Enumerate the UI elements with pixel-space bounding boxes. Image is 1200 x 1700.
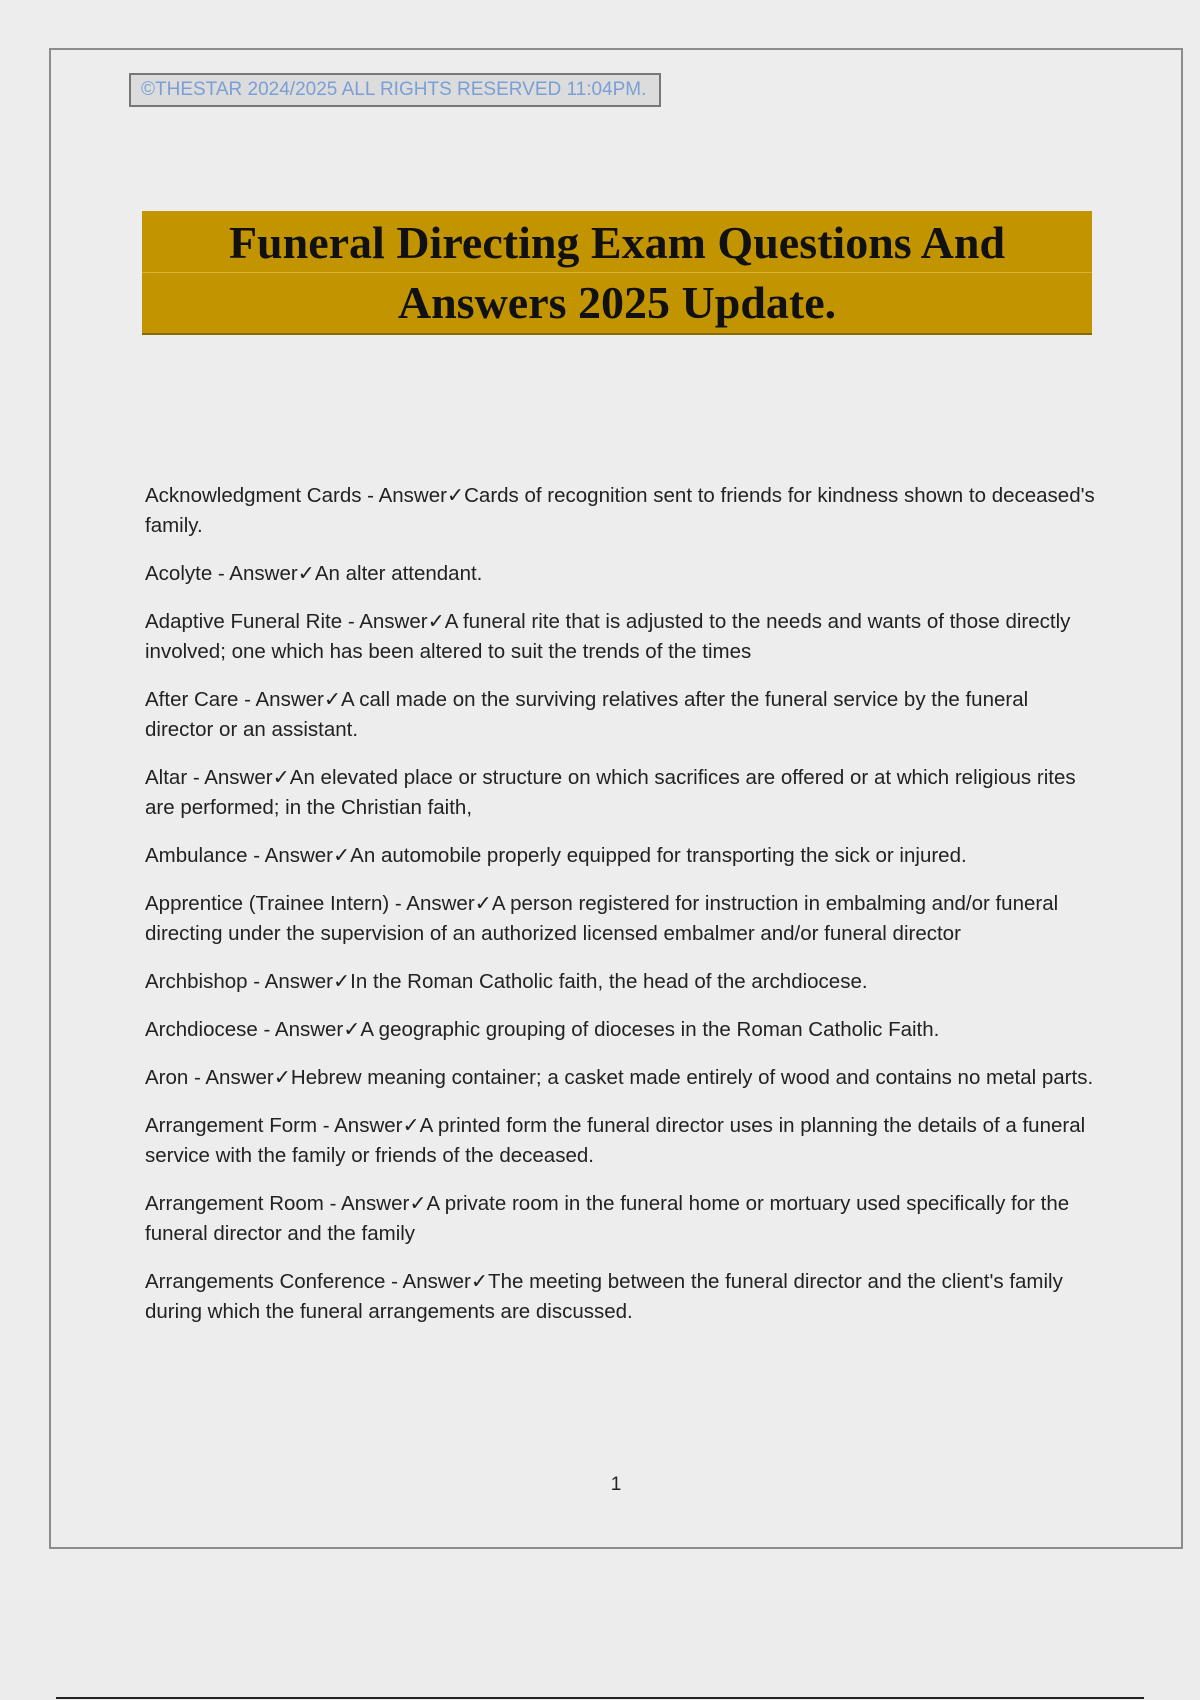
glossary-entry: After Care - Answer✓A call made on the surviving relatives after the funeral service by the funeral director or an assistant.: [145, 688, 1029, 741]
page-title-line-1: Funeral Directing Exam Questions And: [228, 217, 1006, 268]
copyright-notice: ©THESTAR 2024/2025 ALL RIGHTS RESERVED 11:04PM.: [129, 73, 661, 107]
page-number: 1: [610, 1474, 622, 1495]
title-divider: [142, 272, 1092, 273]
glossary-entry: Acolyte - Answer✓An alter attendant.: [145, 562, 483, 585]
glossary-entry: Arrangements Conference - Answer✓The meeting between the funeral director and the client's family during which the funeral arrangements are discussed.: [145, 1270, 1063, 1323]
glossary-list: [145, 481, 1095, 1345]
glossary-entry: Archdiocese - Answer✓A geographic grouping of dioceses in the Roman Catholic Faith.: [145, 1018, 940, 1041]
bottom-divider: [56, 1697, 1144, 1699]
glossary-entry: Adaptive Funeral Rite - Answer✓A funeral rite that is adjusted to the needs and wants of those directly involved; one which has been altered to suit the trends of the times: [145, 610, 1071, 663]
glossary-entry: Archbishop - Answer✓In the Roman Catholic faith, the head of the archdiocese.: [145, 970, 868, 993]
glossary-entry: Ambulance - Answer✓An automobile properly equipped for transporting the sick or injured.: [145, 844, 967, 867]
glossary-entry: Apprentice (Trainee Intern) - Answer✓A person registered for instruction in embalming and/or funeral directing under the supervision of an authorized licensed embalmer and/or funeral director: [145, 892, 1059, 945]
glossary-entry: Arrangement Form - Answer✓A printed form the funeral director uses in planning the details of a funeral service with the family or friends of the deceased.: [145, 1114, 1086, 1167]
glossary-entry: Acknowledgment Cards - Answer✓Cards of recognition sent to friends for kindness shown to deceased's family.: [145, 484, 1095, 537]
glossary-entry: Arrangement Room - Answer✓A private room in the funeral home or mortuary used specifically for the funeral director and the family: [145, 1192, 1070, 1245]
glossary-entry: Altar - Answer✓An elevated place or structure on which sacrifices are offered or at which religious rites are performed; in the Christian faith,: [145, 766, 1076, 819]
page-title-line-2: Answers 2025 Update.: [397, 277, 837, 328]
title-banner: [142, 211, 1092, 335]
glossary-entry: Aron - Answer✓Hebrew meaning container; a casket made entirely of wood and contains no metal parts.: [145, 1066, 1094, 1089]
